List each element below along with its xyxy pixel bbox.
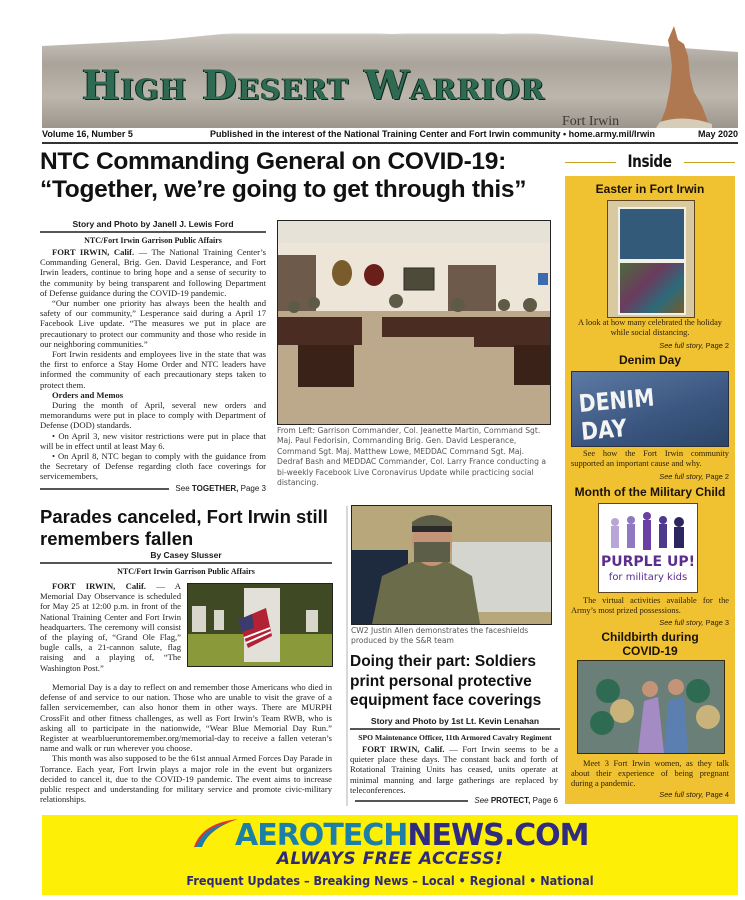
see-label: See full story, <box>659 341 704 350</box>
parades-headline: Parades canceled, Fort Irwin still remembers fallen <box>40 506 328 549</box>
inside-item-see-link[interactable] <box>659 790 729 799</box>
divider <box>350 728 560 730</box>
parades-paragraph: This month was also supposed to be the 61st annual Armed Forces Day Parade in Torrance. Each year, Fort Irwin plays a major role in the event but organizers decided to cancel it, due to the COVID-19 pandemic. The event aims to increase public respect and understanding for military service and promote civic-military relationships. <box>40 753 332 805</box>
parades-byline: By Casey Slusser <box>150 550 222 560</box>
aerotech-logo-text <box>235 818 588 853</box>
purple-up-label: PURPLE UP! <box>600 554 696 570</box>
parades-lede: — A Memorial Day Observance is scheduled for May 25 at 12:00 p.m. in front of the National Training Center and Fort Irwin headquarters. The ceremony will consist of the playing of, “Grand Ole Flag,” bugle calls, a 21-cannon salute, flag raising and a playing of, “The Washington Post.” <box>40 581 182 673</box>
inside-item-heading[interactable]: Denim Day <box>618 353 682 367</box>
divider <box>565 162 616 163</box>
see-page: Page 2 <box>705 472 729 481</box>
couple-celebration-image <box>578 661 724 753</box>
ppe-photo <box>351 505 552 625</box>
flag-grave-image <box>188 584 332 666</box>
inside-item-text: A look at how many celebrated the holiday while social distancing. <box>578 318 722 338</box>
see-page: Page 6 <box>532 796 558 805</box>
lead-headline-line-2: “Together, we’re going to get through this” <box>40 176 527 203</box>
lead-paragraph: During the month of April, several new orders and memorandums were put in place to comply with Department of Defense (DOD) standards. <box>40 400 266 431</box>
lead-byline: Story and Photo by Janell J. Lewis Ford <box>72 219 234 229</box>
inside-item-text: See how the Fort Irwin community supported an important cause and why. <box>571 449 729 469</box>
ppe-byline: Story and Photo by 1st Lt. Kevin Lenahan <box>370 716 540 726</box>
parades-lede-column <box>40 581 181 673</box>
volume-number: Volume 16, Number 5 <box>42 129 133 139</box>
lead-headline-line-1: NTC Commanding General on COVID-19: <box>40 148 506 175</box>
coyote-statue-icon <box>654 26 714 128</box>
lead-affiliation: NTC/Fort Irwin Garrison Public Affairs <box>84 236 222 245</box>
children-silhouettes-icon <box>599 508 697 554</box>
ad-tagline: ALWAYS FREE ACCESS! <box>276 849 504 869</box>
logo-part-1: AEROTECH <box>235 818 408 853</box>
memorial-flag-photo <box>187 583 333 667</box>
lead-paragraph: “Our number one priority has always been the health and safety of our community,” Lesperance said during a April 17 Facebook Live update. “The measures we put in place are precautionary to protect our community and those who reside in our neighboring communities.” <box>40 298 266 349</box>
denim-day-label: DENIM DAY <box>577 383 656 446</box>
logo-part-2: NEWS.COM <box>407 818 589 853</box>
inside-sidebar <box>565 176 735 804</box>
inside-item-see-link[interactable] <box>659 341 729 350</box>
ppe-lede: — Fort Irwin seems to be a quieter place these days. The constant back and forth of Rotational Training Units has ceased, units operate at minimal manning and large gatherings are replaced by teleconferences. <box>350 744 559 795</box>
inside-item-text: Meet 3 Fort Irwin women, as they talk about their experience of being pregnant during a pandemic. <box>571 759 729 789</box>
parades-dateline: FORT IRWIN, Calif. <box>52 581 146 591</box>
parades-paragraph: Memorial Day is a day to reflect on and remember those Americans who died in defense of and service to our nation. Those who are unable to visit the grave of a fallen servicemember, can also honor them in other ways. There are MURPH CrossFit and other fitness challenges, as well as Fort Irwin’s Team RWB, who is asking all to participate in the nationwide, “Wear Blue Memorial Day Run.” Register at wearblueruntoremember.org/memorial-day to receive a fallen veteran’s name and walk or run wherever you choose. <box>40 682 332 754</box>
divider <box>42 142 738 144</box>
see-prefix: See <box>175 484 190 493</box>
parades-article-body <box>40 682 332 804</box>
newspaper-subtitle: Fort Irwin <box>562 114 620 128</box>
ppe-affiliation: SPO Maintenance Officer, 11th Armored Cavalry Regiment <box>358 733 552 742</box>
inside-heading: Inside <box>627 152 673 172</box>
see-label: See full story, <box>659 618 704 627</box>
lead-paragraph: • On April 8, NTC began to comply with the guidance from the Secretary of Defense regarding cloth face coverings for servicemembers, <box>40 451 266 482</box>
window-stained-glass <box>618 261 686 315</box>
see-page: Page 2 <box>705 341 729 350</box>
see-keyword: TOGETHER, <box>191 484 239 493</box>
masthead-info-bar <box>42 128 738 142</box>
lead-headline <box>40 148 560 204</box>
lead-article-body <box>40 247 266 482</box>
ad-subline: Frequent Updates – Breaking News – Local • Regional • National <box>186 873 594 888</box>
lead-photo-conference-room <box>277 220 551 425</box>
publication-tagline: Published in the interest of the National Training Center and Fort Irwin community • home.army.mil/Irwin <box>210 129 656 139</box>
conference-room-image <box>278 221 550 424</box>
lead-dateline: FORT IRWIN, Calif. <box>52 247 135 257</box>
lead-subhead: Orders and Memos <box>52 389 124 400</box>
parades-affiliation: NTC/Fort Irwin Garrison Public Affairs <box>117 567 255 576</box>
divider <box>40 231 266 233</box>
continued-link-together[interactable] <box>40 484 266 493</box>
newspaper-title: High Desert Warrior <box>82 62 546 109</box>
denim-day-image <box>571 371 729 447</box>
see-page: Page 4 <box>705 790 729 799</box>
inside-item-heading[interactable]: Easter in Fort Irwin <box>595 182 705 196</box>
aerotech-news-ad[interactable] <box>42 815 738 895</box>
inside-item-text: The virtual activities available for the Army’s most prized possessions. <box>571 596 729 616</box>
lead-photo-caption: From Left: Garrison Commander, Col. Jeanette Martin, Command Sgt. Maj. Paul Fedorisin, Commanding Brig. Gen. David Lesperance, Command Sgt. Maj. Matthew Lowe, MEDDAC Command Sgt. Maj. Dedraf Bash and MEDDAC Commander, Col. Larry France conducting a bi-weekly Facebook Live Coronavirus Update while practicing social distancing. <box>277 426 546 488</box>
ppe-dateline: FORT IRWIN, Calif. <box>362 744 445 754</box>
masthead-banner <box>42 22 738 128</box>
inside-item-heading[interactable]: Month of the Military Child <box>574 485 726 499</box>
inside-item-see-link[interactable] <box>659 618 729 627</box>
column-divider <box>346 506 348 806</box>
see-label: See full story, <box>659 790 704 799</box>
see-page: Page 3 <box>705 618 729 627</box>
lead-paragraph: Fort Irwin residents and employees live in the state that was the first to enforce a Stay Home Order and NTC leaders have informed the community of each precautionary steps taken to protect them. <box>40 349 266 390</box>
inside-item-heading[interactable]: Childbirth during COVID-19 <box>601 630 699 658</box>
see-prefix: See <box>474 796 489 805</box>
divider <box>40 488 169 490</box>
divider <box>355 800 468 802</box>
ppe-photo-caption: CW2 Justin Allen demonstrates the faceshields produced by the S&R team <box>351 626 529 646</box>
divider <box>684 162 735 163</box>
ppe-headline: Doing their part: Soldiers print personal protective equipment face coverings <box>350 653 542 709</box>
purple-up-image <box>598 503 698 593</box>
mountain-ridge-image <box>42 22 738 62</box>
inside-item-see-link[interactable] <box>659 472 729 481</box>
lead-paragraph: • On April 3, new visitor restrictions were put in place that will be in effect until at least May 6. <box>40 430 266 451</box>
continued-link-protect[interactable] <box>355 796 558 805</box>
soldier-faceshield-image <box>352 506 551 624</box>
window-upper-pane <box>618 207 686 261</box>
inside-title <box>565 151 735 173</box>
easter-window-image <box>607 200 695 318</box>
issue-date: May 2020 <box>697 129 738 139</box>
see-page: Page 3 <box>240 484 266 493</box>
ppe-article-body <box>350 744 558 795</box>
see-label: See full story, <box>659 472 704 481</box>
childbirth-photo <box>577 660 725 754</box>
see-keyword: PROTECT, <box>490 796 531 805</box>
divider <box>40 562 332 564</box>
military-kids-label: for military kids <box>608 572 688 583</box>
aerotech-swoosh-logo-icon <box>192 817 240 849</box>
lead-paragraph: — The National Training Center’s Commanding General, Brig. Gen. David Lesperance, and Fort Irwin leaders, continue to bring hope and a sense of security to the community by being transparent and following Department of Defense guidance during the COVID-19 pandemic. <box>40 247 266 298</box>
